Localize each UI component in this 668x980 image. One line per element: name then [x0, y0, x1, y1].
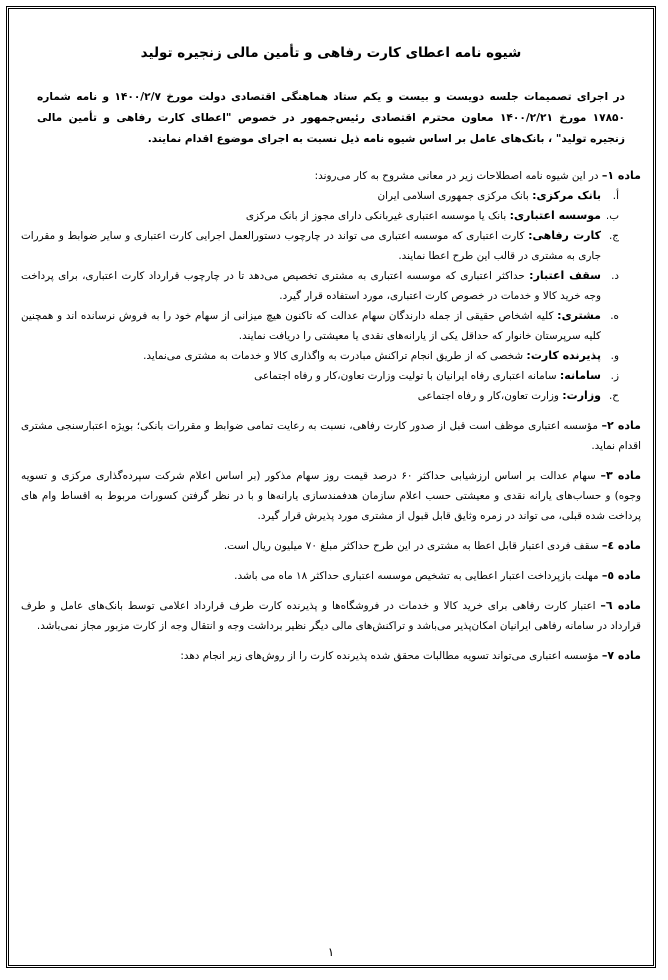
- definition-text: کلیه اشخاص حقیقی از جمله دارندگان سهام عدالت که تاکنون هیچ میزانی از سهام خود را به فروش نرسانده اند و همچنین کلیه سرپرستان خانوار که حداقل یکی از یارانه‌های نقدی یا معیشتی را دریافت نمایند.: [21, 310, 601, 342]
- definition-item: [21, 306, 619, 346]
- definition-term: مشتری:: [557, 309, 601, 322]
- definition-mark: ب.: [605, 210, 619, 222]
- definition-mark: د.: [611, 270, 619, 282]
- definition-item: [21, 386, 619, 406]
- article-text: سهام عدالت بر اساس ارزشیابی حداکثر ۶۰ درصد قیمت روز سهام مذکور (بر اساس اعلام شرکت سپرده‌گذاری مرکزی و تسویه وجوه) و حساب‌های یارانه نقدی و معیشتی حسب اعلام سازمان هدفمندسازی یارانه‌ها و با در نظر گرفتن کسورات مربوط به اقساط وام های پرداخت شده قبلی، می تواند در زمره وثایق قابل قبول از مشتری مورد پذیرش قرار گیرد.: [21, 470, 641, 522]
- definition-item: [21, 206, 619, 226]
- document-page: [6, 6, 656, 968]
- definition-text: سامانه اعتباری رفاه ایرانیان با تولیت وزارت تعاون،کار و رفاه اجتماعی: [254, 370, 557, 382]
- article-4: [21, 536, 641, 556]
- definition-mark: ح.: [608, 390, 619, 402]
- definition-item: [21, 366, 619, 386]
- definition-term: کارت رفاهی:: [528, 229, 601, 242]
- definition-item: [21, 186, 619, 206]
- definition-term: سامانه:: [559, 369, 601, 382]
- definition-item: [21, 226, 619, 266]
- article-text: سقف فردی اعتبار قابل اعطا به مشتری در این طرح حداکثر مبلغ ۷۰ میلیون ریال است.: [223, 540, 599, 552]
- article-text: مؤسسه اعتباری موظف است قبل از صدور کارت رفاهی، نسبت به رعایت تمامی ضوابط و مقررات بانکی؛ بویژه اعتبارسنجی مشتری اقدام نماید.: [21, 420, 641, 452]
- definition-mark: ز.: [610, 370, 619, 382]
- definition-item: [21, 266, 619, 306]
- definition-mark: أ.: [612, 190, 619, 202]
- article-text: مهلت بازپرداخت اعتبار اعطایی به تشخیص موسسه اعتباری حداکثر ۱۸ ماه می باشد.: [234, 570, 599, 582]
- article-6: [21, 596, 641, 636]
- definition-mark: ج.: [608, 230, 619, 242]
- definition-item: [21, 346, 619, 366]
- definition-term: بانک مرکزی:: [532, 189, 601, 202]
- definition-text: کارت اعتباری که موسسه اعتباری می تواند در چارچوب دستورالعمل اجرایی کارت اعتباری و سایر ضوابط و مقررات جاری به مشتری در قالب این طرح اعطا نمایند.: [21, 230, 601, 262]
- article-label: ماده ٥–: [601, 569, 641, 582]
- article-3: [21, 466, 641, 526]
- definition-mark: ه.: [610, 310, 619, 322]
- definition-text: بانک یا موسسه اعتباری غیربانکی دارای مجوز از بانک مرکزی: [245, 210, 507, 222]
- definition-text: بانک مرکزی جمهوری اسلامی ایران: [377, 190, 529, 202]
- definition-text: شخصی که از طریق انجام تراکنش مبادرت به واگذاری کالا و خدمات به مشتری می‌نماید.: [143, 350, 524, 362]
- definition-term: سقف اعتبار:: [529, 269, 601, 282]
- article-label: ماده ۳–: [600, 469, 641, 482]
- definition-term: پذیرنده کارت:: [526, 349, 601, 362]
- definition-list: [21, 186, 619, 406]
- article-label: ماده ٦–: [600, 599, 641, 612]
- article-label: ماده ۲–: [601, 419, 641, 432]
- article-1-label: ماده ۱–: [601, 169, 641, 182]
- article-label: ماده ۷–: [601, 649, 641, 662]
- definition-mark: و.: [610, 350, 619, 362]
- article-7: [21, 646, 641, 666]
- document-body: [21, 31, 641, 676]
- document-title: شیوه نامه اعطای کارت رفاهی و تأمین مالی زنجیره تولید: [140, 45, 522, 61]
- article-label: ماده ٤–: [601, 539, 641, 552]
- article-1: [21, 166, 641, 406]
- article-5: [21, 566, 641, 586]
- article-text: مؤسسه اعتباری می‌تواند تسویه مطالبات محقق شده پذیرنده کارت را از روش‌های زیر انجام دهد:: [180, 650, 599, 662]
- page-number: ۱: [327, 945, 335, 959]
- article-text: اعتبار کارت رفاهی برای خرید کالا و خدمات در فروشگاه‌ها و پذیرنده کارت طرف قرارداد اعلامی توسط بانک‌های عامل و طرف قرارداد در سامانه رفاهی ایرانیان امکان‌پذیر می‌باشد و تراکنش‌های مالی دیگر نظیر برداشت وجه و انتقال وجه از کارت مزبور مجاز نمی‌باشد.: [21, 600, 641, 632]
- intro-paragraph: در اجرای تصمیمات جلسه دویست و بیست و یکم ستاد هماهنگی اقتصادی دولت مورخ ۱۴۰۰/۲/۷ و نامه شماره ۱۷۸۵۰ مورخ ۱۴۰۰/۲/۲۱ معاون محترم اقتصادی رئیس‌جمهور در خصوص "اعطای کارت رفاهی و تأمین مالی زنجیره تولید" ، بانک‌های عامل بر اساس شیوه نامه ذیل نسبت به اجرای موضوع اقدام نمایند.: [37, 91, 625, 145]
- definition-text: وزارت تعاون،کار و رفاه اجتماعی: [417, 390, 559, 402]
- definition-text: حداکثر اعتباری که موسسه اعتباری به مشتری تخصیص می‌دهد تا در چارچوب قرارداد کارت اعتباری، برای پرداخت وجه خرید کالا و خدمات در خصوص کارت اعتباری، مورد استفاده قرار گیرد.: [21, 270, 601, 302]
- definition-term: موسسه اعتباری:: [509, 209, 601, 222]
- definition-term: وزارت:: [562, 389, 601, 402]
- article-1-text: در این شیوه نامه اصطلاحات زیر در معانی مشروح به کار می‌روند:: [314, 170, 599, 182]
- article-2: [21, 416, 641, 456]
